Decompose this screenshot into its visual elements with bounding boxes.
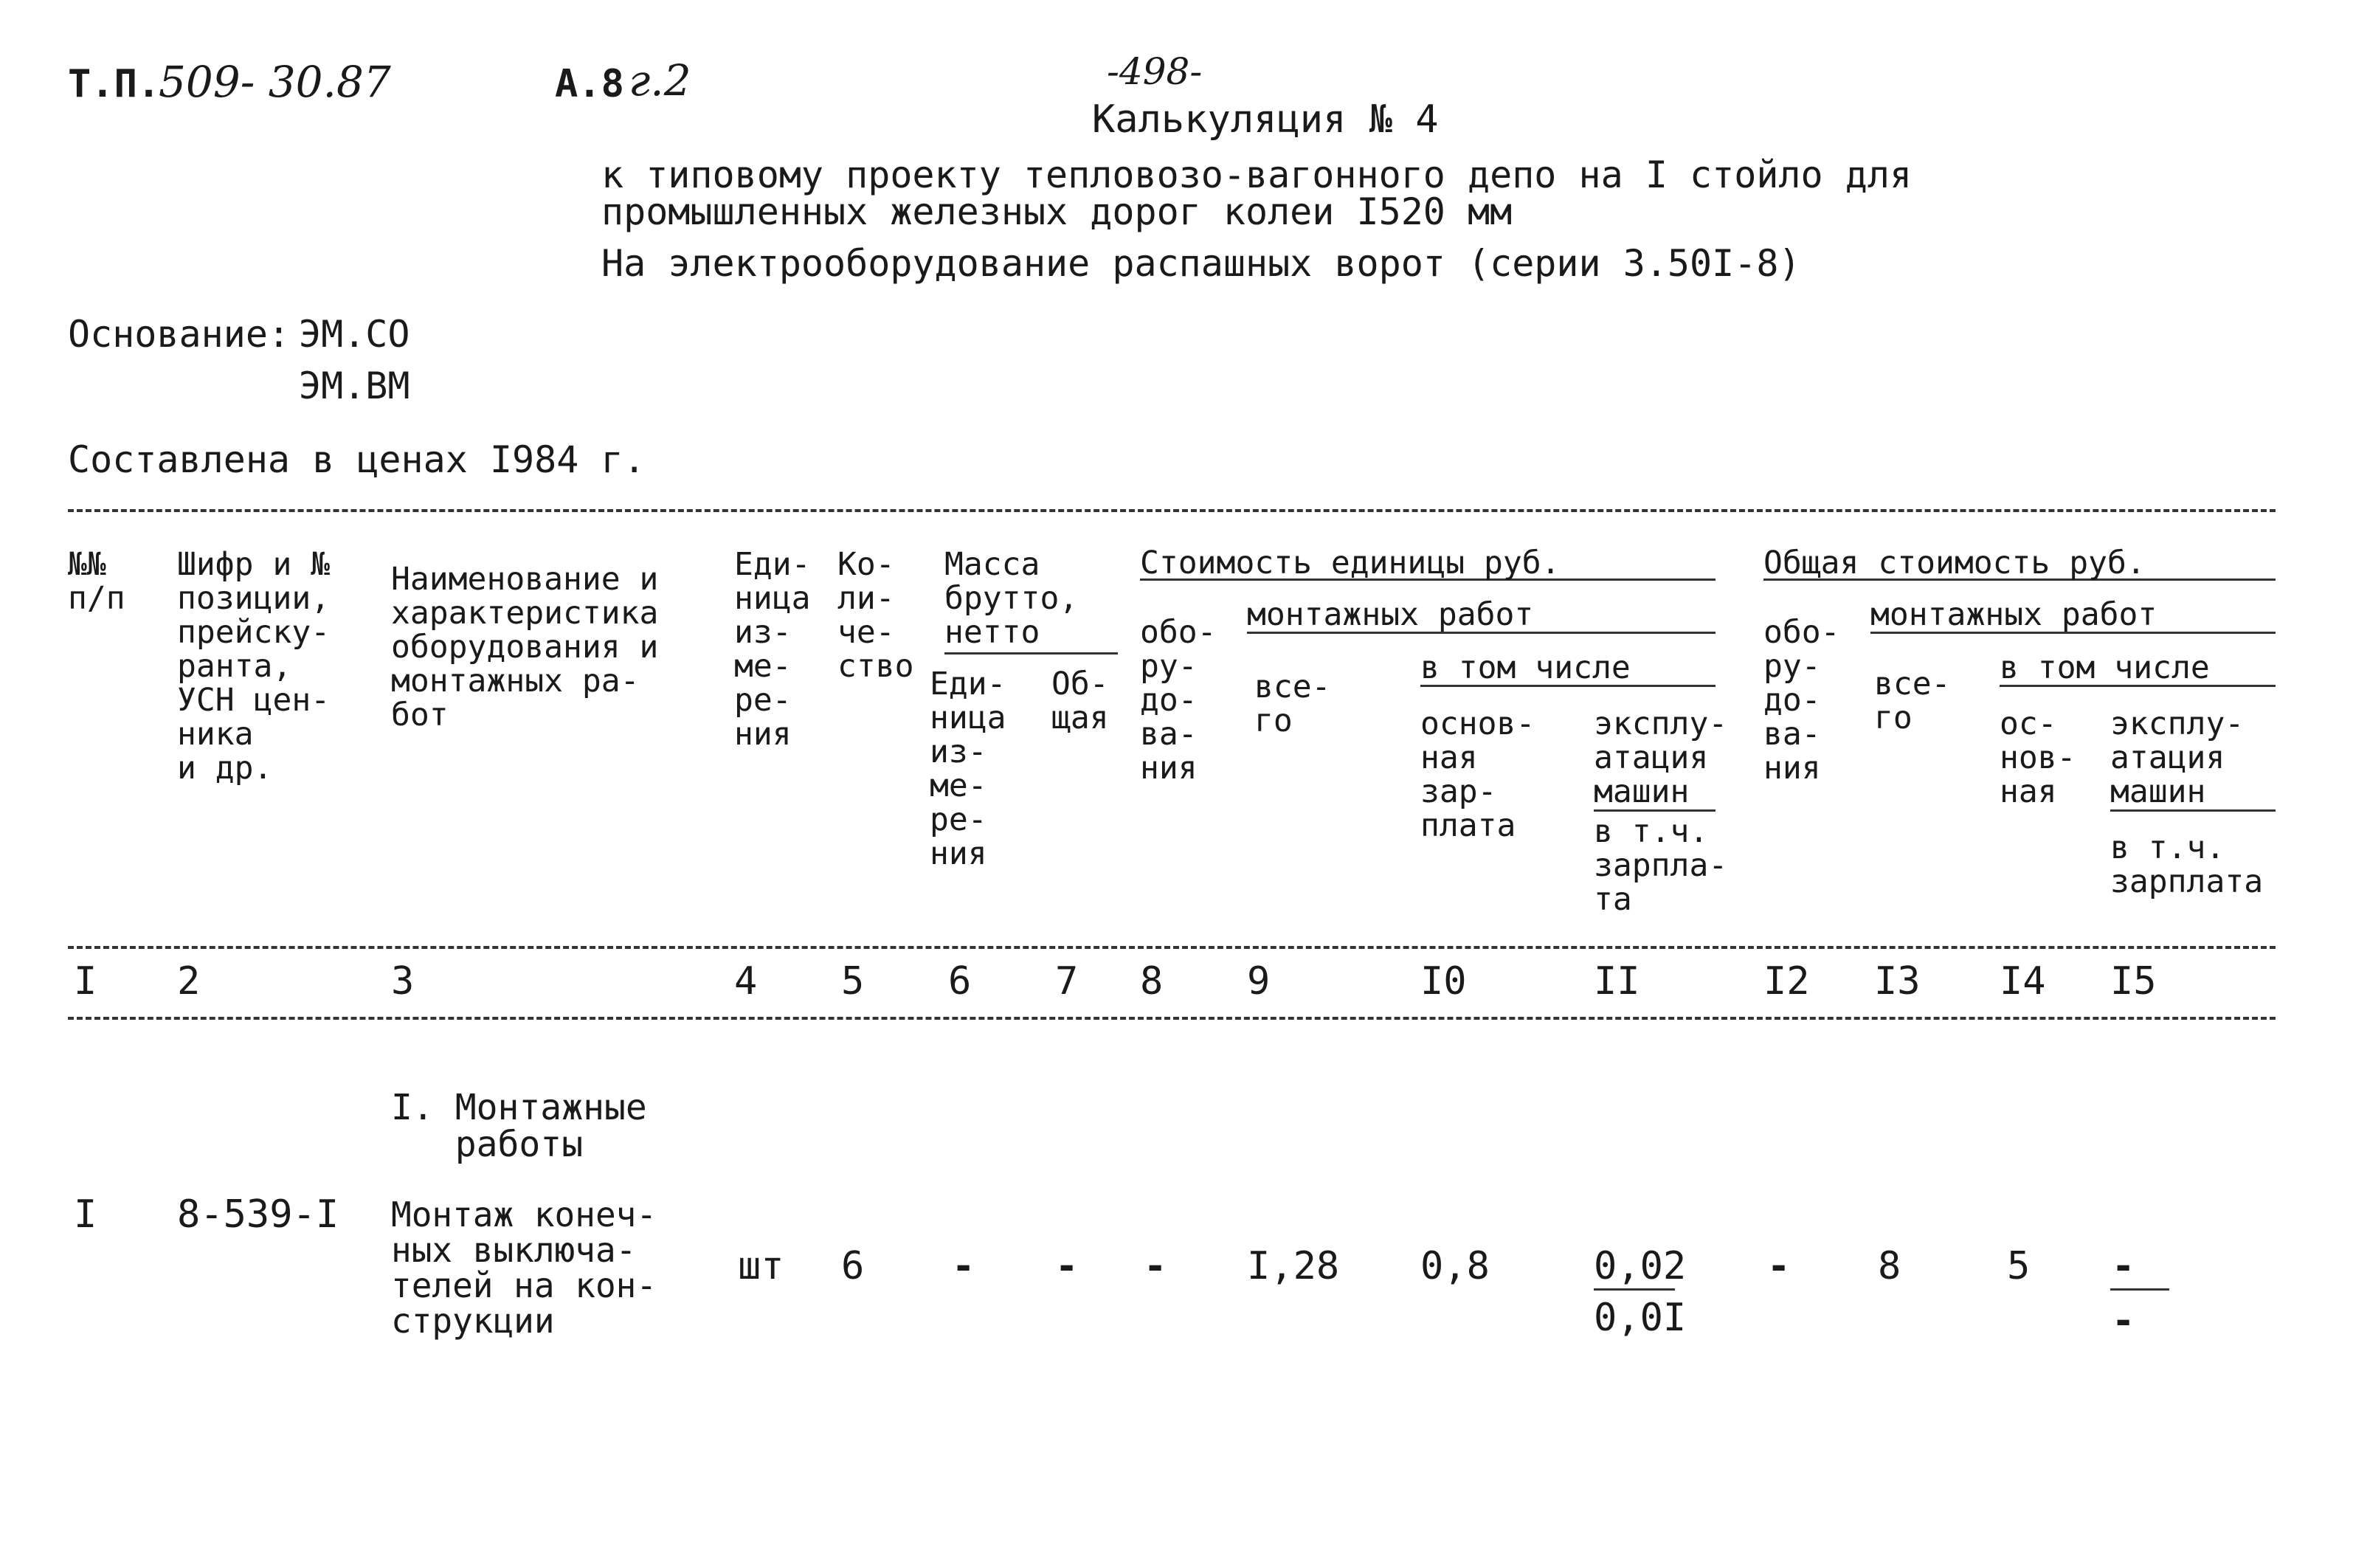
- col-header-number: №№ п/п: [68, 546, 125, 617]
- row-code: 8-539-I: [177, 1192, 339, 1237]
- row-machines-fraction-line: [1594, 1288, 1675, 1291]
- col-header-equipment: обо- ру- до- ва- ния: [1140, 614, 1217, 787]
- column-number-13: I3: [1874, 959, 1921, 1004]
- header-bottom-rule: [68, 946, 2276, 949]
- section-title: I. Монтажные работы: [391, 1087, 647, 1165]
- col-header-including: в том числе: [1420, 649, 1631, 686]
- col-header-machines-salary-total: в т.ч. зарплата: [2110, 829, 2264, 900]
- row-equipment-unit: -: [1144, 1244, 1167, 1288]
- row-machines-salary-total: -: [2112, 1299, 2135, 1343]
- col-header-mass-total: Об- щая: [1051, 666, 1109, 736]
- column-number-3: 3: [391, 959, 415, 1004]
- column-number-1: I: [74, 959, 97, 1004]
- col-header-mount-works: монтажных работ: [1247, 596, 1534, 633]
- col-header-mount-works-total: монтажных работ: [1870, 596, 2157, 633]
- col-header-quantity: Ко- ли- че- ство: [837, 546, 914, 685]
- row-equipment-total: -: [1767, 1244, 1791, 1288]
- column-number-6: 6: [948, 959, 972, 1004]
- col-header-code: Шифр и № позиции, прейску- ранта, УСН цен- ника и др.: [177, 546, 331, 787]
- album-part: г.2: [629, 55, 691, 106]
- basis-line-1: ЭМ.СО: [299, 313, 410, 356]
- subtitle-line-3: На электрооборудование распашных ворот (серии 3.50I-8): [601, 242, 1801, 285]
- col-header-name: Наименование и характеристика оборудования и монтажных ра- бот: [391, 561, 659, 733]
- row-machines-total: -: [2112, 1244, 2135, 1288]
- col-header-unit-cost: Стоимость единицы руб.: [1140, 545, 1561, 581]
- column-number-11: II: [1594, 959, 1640, 1004]
- column-number-7: 7: [1055, 959, 1079, 1004]
- column-number-5: 5: [841, 959, 865, 1004]
- row-mount-total-all: 8: [1878, 1244, 1901, 1288]
- column-number-10: I0: [1420, 959, 1467, 1004]
- row-mass-total: -: [1055, 1244, 1079, 1288]
- col-header-machines-label: машин: [1594, 773, 1690, 810]
- row-mount-total: I,28: [1247, 1244, 1340, 1288]
- column-number-2: 2: [177, 959, 201, 1004]
- row-quantity: 6: [841, 1244, 865, 1288]
- column-number-9: 9: [1247, 959, 1271, 1004]
- mass-netto-underline: [944, 652, 1118, 655]
- col-header-mount-total-all: все- го: [1874, 666, 1951, 736]
- column-number-12: I2: [1763, 959, 1810, 1004]
- col-header-total-cost: Общая стоимость руб.: [1763, 545, 2146, 581]
- row-salary-total: 5: [2007, 1244, 2031, 1288]
- basis-label: Основание:: [68, 313, 291, 356]
- row-base-salary: 0,8: [1420, 1244, 1490, 1288]
- document-title: Калькуляция № 4: [1092, 97, 1439, 142]
- col-header-mount-total: все- го: [1254, 669, 1331, 739]
- col-header-unit: Еди- ница из- ме- ре- ния: [734, 546, 811, 753]
- row-name: Монтаж конеч- ных выключа- телей на кон- струкции: [391, 1195, 657, 1341]
- album-label: А.8: [555, 62, 624, 106]
- col-header-mass-unit: Еди- ница из- ме- ре- ния: [930, 666, 1006, 872]
- col-header-mass-netto: нетто: [944, 614, 1040, 651]
- doc-code: Т.П.: [68, 62, 161, 106]
- subtitle-line-2: промышленных железных дорог колеи I520 мм: [601, 190, 1513, 233]
- page-number: -498-: [1107, 50, 1203, 93]
- table-top-rule: [68, 509, 2276, 512]
- row-unit: шт: [738, 1244, 784, 1288]
- col-header-machines: эксплу- атация: [1594, 705, 1728, 776]
- prices-note: Составлена в ценах I984 г.: [68, 438, 646, 481]
- col-header-including-total: в том числе: [2000, 649, 2210, 686]
- col-header-machines-salary: в т.ч. зарпла- та: [1594, 813, 1728, 918]
- col-header-machines-total: эксплу- атация: [2110, 705, 2245, 776]
- col-header-base-total: ос- нов- ная: [2000, 705, 2076, 810]
- column-number-4: 4: [734, 959, 758, 1004]
- column-numbers-rule: [68, 1017, 2276, 1020]
- row-machines-salary: 0,0I: [1594, 1296, 1687, 1340]
- row-mass-unit: -: [952, 1244, 975, 1288]
- column-number-15: I5: [2110, 959, 2157, 1004]
- column-number-8: 8: [1140, 959, 1164, 1004]
- col-header-equipment-total: обо- ру- до- ва- ния: [1763, 614, 1840, 787]
- row-number: I: [74, 1192, 97, 1237]
- col-header-mass: Масса брутто,: [944, 546, 1079, 617]
- doc-number: 509- 30.87: [159, 57, 391, 107]
- row-machines-total-fraction-line: [2110, 1288, 2169, 1291]
- basis-line-2: ЭМ.ВМ: [299, 365, 410, 407]
- subtitle-line-1: к типовому проекту тепловозо-вагонного депо на I стойло для: [601, 153, 1913, 196]
- row-machines: 0,02: [1594, 1244, 1687, 1288]
- col-header-machines-total-label: машин: [2110, 773, 2206, 810]
- column-number-14: I4: [2000, 959, 2046, 1004]
- col-header-base-salary: основ- ная зар- плата: [1420, 705, 1535, 844]
